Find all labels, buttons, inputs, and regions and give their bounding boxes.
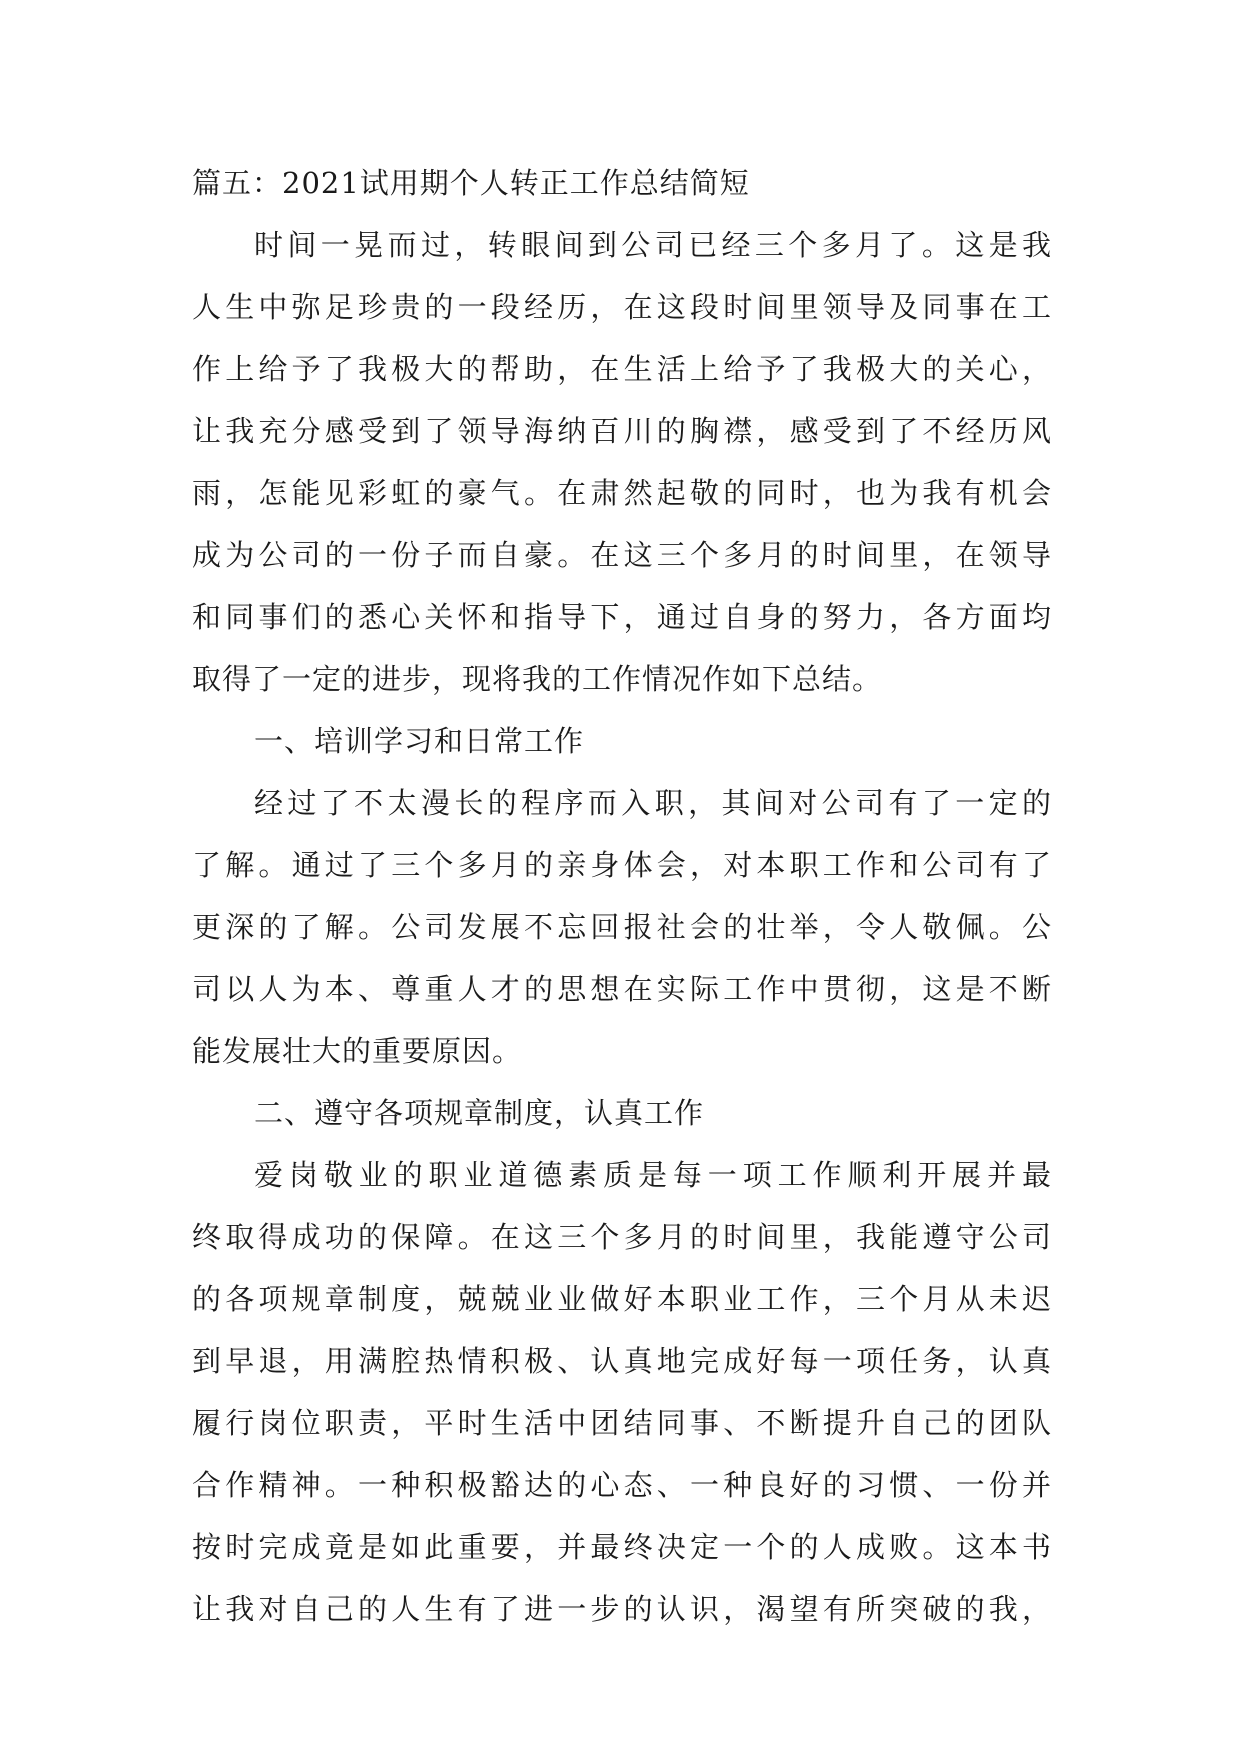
paragraph-line: 更深的了解。公司发展不忘回报社会的壮举，令人敬佩。公 [192,910,1052,944]
paragraph-line: 合作精神。一种积极豁达的心态、一种良好的习惯、一份并 [192,1468,1052,1502]
paragraph-line: 履行岗位职责，平时生活中团结同事、不断提升自己的团队 [192,1406,1052,1440]
paragraph-line: 人生中弥足珍贵的一段经历，在这段时间里领导及同事在工 [192,290,1052,324]
paragraph-line: 作上给予了我极大的帮助，在生活上给予了我极大的关心， [192,352,1052,386]
section-heading-training: 一、培训学习和日常工作 [254,724,585,758]
paragraph-training [192,772,1052,1082]
document-body [192,152,1052,1640]
paragraph-line: 终取得成功的保障。在这三个多月的时间里，我能遵守公司 [192,1220,1052,1254]
paragraph-line: 爱岗敬业的职业道德素质是每一项工作顺利开展并最 [254,1158,1052,1192]
paragraph-line: 雨，怎能见彩虹的豪气。在肃然起敬的同时，也为我有机会 [192,476,1052,510]
paragraph-line: 时间一晃而过，转眼间到公司已经三个多月了。这是我 [254,228,1052,262]
paragraph-line: 让我对自己的人生有了进一步的认识，渴望有所突破的我， [192,1592,1052,1626]
document-title: 篇五：2021试用期个人转正工作总结简短 [192,166,750,200]
paragraph-line: 让我充分感受到了领导海纳百川的胸襟，感受到了不经历风 [192,414,1052,448]
paragraph-line: 和同事们的悉心关怀和指导下，通过自身的努力，各方面均 [192,600,1052,634]
paragraph-line: 能发展壮大的重要原因。 [192,1034,523,1068]
paragraph-line: 了解。通过了三个多月的亲身体会，对本职工作和公司有了 [192,848,1052,882]
paragraph-line: 的各项规章制度，兢兢业业做好本职业工作，三个月从未迟 [192,1282,1052,1316]
paragraph-line: 成为公司的一份子而自豪。在这三个多月的时间里，在领导 [192,538,1052,572]
paragraph-line: 司以人为本、尊重人才的思想在实际工作中贯彻，这是不断 [192,972,1052,1006]
paragraph-line: 按时完成竟是如此重要，并最终决定一个的人成败。这本书 [192,1530,1052,1564]
section-heading-rules: 二、遵守各项规章制度，认真工作 [254,1096,705,1130]
paragraph-rules [192,1144,1052,1640]
paragraph-line: 经过了不太漫长的程序而入职，其间对公司有了一定的 [254,786,1052,820]
paragraph-line: 到早退，用满腔热情积极、认真地完成好每一项任务，认真 [192,1344,1052,1378]
paragraph-intro [192,214,1052,710]
paragraph-line: 取得了一定的进步，现将我的工作情况作如下总结。 [192,662,883,696]
